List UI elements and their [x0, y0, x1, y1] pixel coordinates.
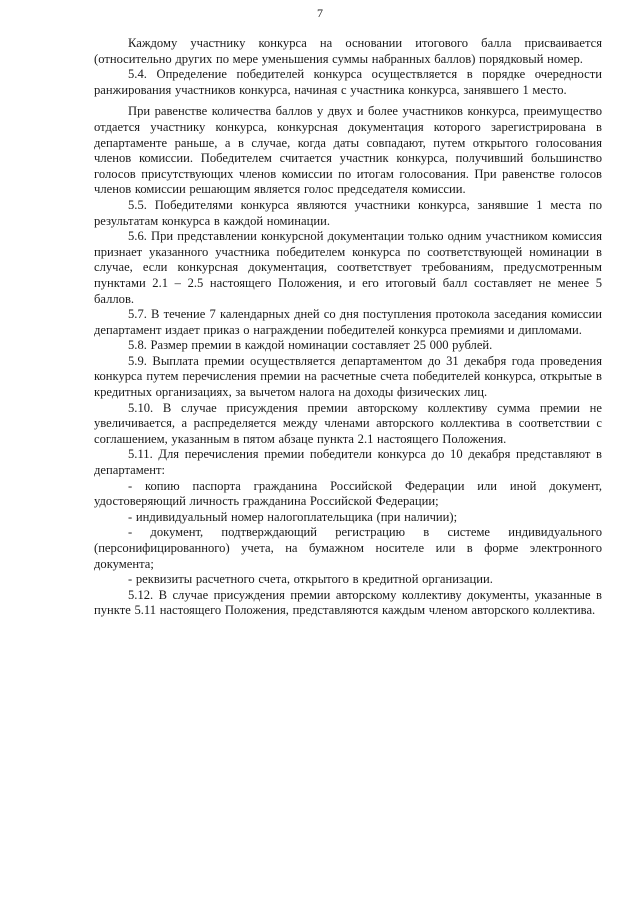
list-item-passport: - копию паспорта гражданина Российской Федерации или иной документ, удостоверяющий личность гражданина Российской Федерации;	[94, 478, 602, 509]
document-body	[94, 36, 602, 619]
paragraph-5-7: 5.7. В течение 7 календарных дней со дня поступления протокола заседания комиссии департамент издает приказ о награждении победителей конкурса премиями и дипломами.	[94, 307, 602, 337]
paragraph-5-9: 5.9. Выплата премии осуществляется департаментом до 31 декабря года проведения конкурса путем перечисления премии на расчетные счета победителей конкурса, открытые в кредитных организациях, за вычетом налога на доходы физических лиц.	[94, 353, 602, 400]
paragraph-ranking-number: Каждому участнику конкурса на основании итогового балла присваивается (относительно других по мере уменьшения суммы набранных баллов) порядковый номер.	[94, 36, 602, 66]
paragraph-5-8: 5.8. Размер премии в каждой номинации составляет 25 000 рублей.	[128, 338, 493, 353]
page-number: 7	[317, 6, 323, 20]
list-item-registration-document: - документ, подтверждающий регистрацию в системе индивидуального (персонифицированного) учета, на бумажном носителе или в форме электронного документа;	[94, 525, 602, 571]
paragraph-5-4: 5.4. Определение победителей конкурса осуществляется в порядке очередности ранжирования участников конкурса, начиная с участника конкурса, занявшего 1 место.	[94, 67, 602, 97]
paragraph-equal-scores: При равенстве количества баллов у двух и более участников конкурса, преимущество отдается участнику конкурса, конкурсная документация которого зарегистрирована в департаменте раньше, а в случае, когда даты совпадают, путем открытого голосования членов комиссии. Победителем считается участник конкурса, получивший большинство голосов присутствующих членов комиссии по итогам голосования. При равенстве голосов членов комиссии решающим является голос председателя комиссии.	[94, 104, 602, 197]
paragraph-5-10: 5.10. В случае присуждения премии авторскому коллективу сумма премии не увеличивается, а распределяется между членами авторского коллектива в соответствии с соглашением, указанным в пятом абзаце пункта 2.1 настоящего Положения.	[94, 400, 602, 446]
paragraph-5-6: 5.6. При представлении конкурсной документации только одним участником комиссия признает указанного участника победителем конкурса по соответствующей номинации в случае, если конкурсная документация, соответствует требованиям, предусмотренным пунктами 2.1 – 2.5 настоящего Положения, и его итоговый балл составляет не менее 5 баллов.	[94, 229, 602, 306]
paragraph-5-12: 5.12. В случае присуждения премии авторскому коллективу документы, указанные в пункте 5.11 настоящего Положения, представляются каждым членом авторского коллектива.	[94, 587, 602, 618]
list-item-inn: - индивидуальный номер налогоплательщика (при наличии);	[128, 509, 458, 524]
paragraph-5-5: 5.5. Победителями конкурса являются участники конкурса, занявшие 1 места по результатам конкурса в каждой номинации.	[94, 197, 602, 228]
list-item-bank-details: - реквизиты расчетного счета, открытого в кредитной организации.	[128, 572, 493, 587]
paragraph-5-11: 5.11. Для перечисления премии победители конкурса до 10 декабря представляют в департамент:	[94, 447, 602, 478]
